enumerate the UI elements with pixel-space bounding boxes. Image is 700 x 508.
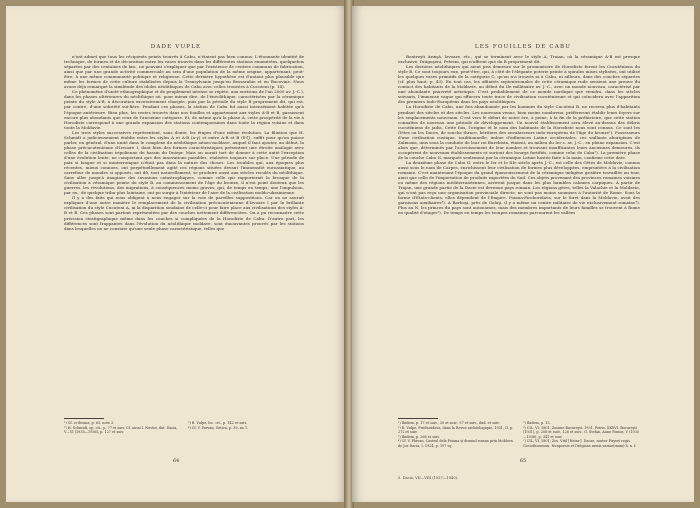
footnote-rule [398, 418, 438, 419]
footnote: ¹) Ibidem, p. 17 et suiv., 30 et suiv., 57 et suiv., ibid. et suiv. [398, 421, 500, 425]
footnote: ²) R. Vulpe, Piroboridava, dans la Revue archéologique, 1931, II, p. 272 et suiv. [398, 425, 514, 435]
footnote-rule [64, 418, 104, 419]
footnotes-left [64, 418, 304, 435]
paragraph: Il y a des faits qui nous obligent à nous engager sur la voie de pareilles suppositions. Car on ne saurait expliquer d'une autre manière le remplacement de la civilisation précucutenienne d'Izvoare I par la brillante civilisation du style Cucuteni A, ni la disparition soudaine de celle-ci pour faire place aux civilisations des styles A-B et B. Ces phases sont partout représentées par des couches nettement différenciées. On a pu reconnaitre cette précision stratigraphique même dans les couches si compliquées de la Horodiste de Cabu. D'autre part, les différences sont frappantes dans l'évolution du néolithique moldave, sont émouvantes prouvés par les stations dans lesquelles on ne constate qu'une seule phase caractéristique, telles que [64, 195, 304, 231]
footnote-column [523, 421, 640, 449]
paragraph: Ce phénomène d'unité ethnographique et de peuplement intense se répète, aux environs de l'an 2000 av. J.-C.), dans les phases ultérieures du néolithique où, pour mieux dire, de l'énéolithique, caractérisées par la céramique peinte du style A-B, à décoration excessivement chargée, puis par la période du style B proprement dit, qui est, par contre, d'une sobriété sui-fière. Pendant ces phases, la station de Cabu fut aussi intensément habitée qu'à l'époque antérieure. Bien plus, les restes trouvés dans nos fouilles et appartenant aux styles A-B et B, paraissent encore plus abondants que ceux de l'ancienne catégorie. Et, de même qu'à la phase A, cette prospérité de la vie à Horodiste correspond à une grande expansion des stations contemporaines dans toute la région voisine et dans toute la Moldavie. [64, 89, 304, 130]
footnote: ⁶) CIL, VI, 1801; Zosime Bucureşti, 1931, Petris, XXXVI, Bucureşti (1931), p. 206 et suiv., 126 et suiv., G. Stefan, Anne Pomos, V (1935—1936), p. 341 et suiv. [523, 425, 640, 439]
paragraph: La Horodiste de Cabu, une fois abandonnée par les hommes du style Cucuteni B, ne recevra plus d'habitants pendant des siècles et des siècles. Les nouveaux venus, bien moins nombreux, préféreront établir leurs foyers sur les emplacements nouveaux. C'est vers le début de notre ère, à peine, à la fin de la préhistoire, que cette station connaîtra de nouveau une période de développement. Un nouvel établissement sera élevé au-dessus des débris cucuténiens de jadis. Cette fois, l'origine et le nom des habitants de la Horodiste nous sont connus. Ce sont les Gètes ou les Daces, de souche thrace, héritiers des envahisseurs indo-européens de l'âge du bronze¹). Possesseurs d'une civilisation rustique, traditionnelle, imbue d'influences Latine occidentales, ces vaillants aborigènes de Zalmoxis, unis sous la conduite de leur roi Burebista, étaient, au milieu du Ier s. av. J.-C., en pleine expansion. C'est alors que, déterminés par l'accroissement de leur nombre et trouvant insuffisantes leurs anciennes demeures, ils occupèrent de nouveaux établissements et surtout des bourgs fortifiés, comme celui de Cabu²). La première phase de la couche Cabu II, marquée seulement par la céramique Latine hastée faite à la main, confirme cette date. [398, 104, 640, 160]
footnote-column [398, 421, 515, 449]
left-page [6, 6, 346, 502]
footnote: ²) H. Schmidt, op. cit., p. 77 et suiv. Cf. aussi I. Nestor, dat. Dacia, V—VI (1935—1936), p. 127 et suiv. [64, 425, 178, 435]
footnote: ³) Ibidem, p. 268 et suiv. [398, 434, 440, 439]
paragraph: n'ont admet que tous les récipients peints trouvés à Cabu, n'étaient pas bien connus. L'étonnante identité de technique, de formes et de décoration entre les vases trouvés dans les différentes stations enumérées, quelquefois séparées par des centaines de km., ne pouvant s'expliquer que par l'existence de centres communs de fabrication, ainsi que par une grande activité commerciale au sein d'une population de la même origine, appartenant, peut-être, à une même communauté politique et religieuse. Cette dernière hypothèse est d'autant plus plausible que même les formes de cette culture stabilisées depuis la Transylvanie jusqu'en Bessarabie et en Bucovine. Nous avons déjà remarqué la similitude des idoles néolithiques de Cabu avec celles trouvées à Cucuteni (p. 14). [64, 54, 304, 90]
right-page [352, 6, 694, 502]
footnote: ⁴) Cf. V. Parvan, Getica, p. 39, no 1. [188, 425, 249, 430]
footnote: ⁷) CIL, VI, 1801; Zos. Vitil [Heinr.]. Dacae, noster Piryori regis Gociothonensis. Nunpoesis et Drégions armis variae(inum) h. n. f. [523, 439, 637, 448]
body-text-right [398, 54, 640, 216]
footnotes-right [398, 418, 640, 449]
paragraph: Les trois styles successives représentent, sans doute, les étapes d'une même évolution. La filiation que H. Schmidt a judicieusement établie entre les styles A et A-B (a-γ) et entre A-B et B (δ-ζ), suffit pour qu'on puisse parler, en général, d'une unité dans le complexe du néolithique aéneo-moldave, auquel il faut ajouter, au début, la phase précucutenienne d'Izvoare I, dont bien des formes caractéristiques présentent une étroite analogie avec celles de la civilisation tripolienne du bassin du Dniepr. Mais on aurait tort de donner à cette unité l'exception d'une évolution lente, ne comportant que des innovations paisibles, réalisées toujours sur place. Une période de paix si longue et si ininterrompue n'était pas dans la nature des choses. Les troubles qui, aux époques plus récentes, mieux connues, ont perpétuellement agité ces régions situées devant l'immensité euroasiatique, au carrefour de mondes si opposés, ont dû, tout naturellement, se produire aussi aux siècles reculés du néolithique. Sans aller jusqu'à imaginer des invasions catastrophiques, comme celle qui rapporterait la brusque de la civilisation à céramique peinte du style B, au commencement de l'âge du bronze, il n'est point douteux que les guerres, les révolutions, des migrations, à conséquences moins graves, qui, de temps en temps, une l'impulsion, par ex., de quelque tribu plus lointaine, ont pu surgir à l'intérieur de l'aire de la civilisation moldo-ukrainienne. [64, 129, 304, 196]
footnote: ³) R. Vulpe, loc. cit., p. 142 et suiv. [188, 421, 247, 425]
footnote: ⁴) Cf. V. Pârvan, Castrul dela Poiana și drumul roman prin Moldova de Jos Dacia, I, 1924, p. 197 sq. [398, 439, 513, 448]
page-number-right: 65 [519, 458, 527, 464]
paragraph: La deuxième phase de Cabu II, entre le Ier et le IIIe siècle après J.-C., est celle des Gètes de Moldavie, connus aussi sous le nom de Carpes, enrichissent leur civilisation de formes plus développées, empruntées à la civilisation romaine. C'est maintenant l'époque du grand épanouissement de la céramique indigène grisâtre travaillée au tour, ainsi que celle de l'importation de produits exportées du Sud. Ces objets provenant des provinces romaines voisines ou même des régions méditerranéennes, arrivent jusque dans les plus humbles cabanes carpiques. À partir de Trajan, une grande partie de la Dacie est devenue pays romain. Les régions gètes, telles la Valachie et la Moldavie, qui n'ont pas reçu une organisation provinciale directe, ne sont pas moins soumises à l'autorité de Rome. Sous la forme d'Etats-clients, elles dépendent de l'Empire. Poiana-Piroboridava, sur le Siret dans la Moldavie, avait des garnisons auxiliaires³). A Barboşi, près de Galaţi, il y a même un centre militaire de vie exclusivement romaine⁴). Plus au N. les princes du pays sont autonomes, mais des membres importants de leurs familles se trouvent à Rome en qualité d'otages⁵). De temps en temps les troupes romaines parcourent les vallées [398, 159, 640, 216]
paragraph: Les derniers néolithiques qui aient pris demeure sur le promontoire de Horodiste furent les Cucuténiens du style B. Ce sont toujours eux, peut-être, qui, à côté de l'élégante poterie peinte à spirales mises stylisées, ont utilisé les quelques vases primitifs de la catégorie C, qu'on n'a trouvés ni à Cabu, ni ailleurs, dans des couches séparées (cf. plus haut, p. 43). En tout cas, les affinités septentrionales de cette céramique rude seraient une preuve du contact des habitants de la Moldavie, au début du IIe millénaire av. J.-C., avec un monde nouveau, caractérisé par une abondante pauvreté artistique. C'est probablement de ce monde nordique que viendra, dans les siècles suivants, l'immense vague qui effacera toute trace de civilisation cucuténienne et qui coïncidera avec l'apparition des premiers Indo-Européens dans les pays néolithiques. [398, 64, 640, 105]
running-head-left: DADE VUPLE [150, 44, 202, 50]
footnote-column [188, 421, 304, 435]
printer-signature: 5. Dacia, VII—VIII (1937—1940). [398, 476, 459, 480]
body-text-left [64, 54, 304, 231]
running-head-right: LES FOUILLES DE CABU [474, 44, 572, 50]
footnote: ⁵) Ibidem, p. 13. [523, 421, 551, 425]
page-number-left: 64 [172, 458, 180, 464]
footnote: ¹) Cf. ci-dessus, p. 63, note 3. [64, 421, 115, 425]
paragraph: Bontreşti Arinşă, Izvoare, etc., qui se terminent avec le style A, Traian, où la céramique A-B est presque exclusive, Drăguşeni, Petreni, qui n'offrent que du B proprement dit. [398, 54, 640, 65]
footnote-column [64, 421, 180, 435]
